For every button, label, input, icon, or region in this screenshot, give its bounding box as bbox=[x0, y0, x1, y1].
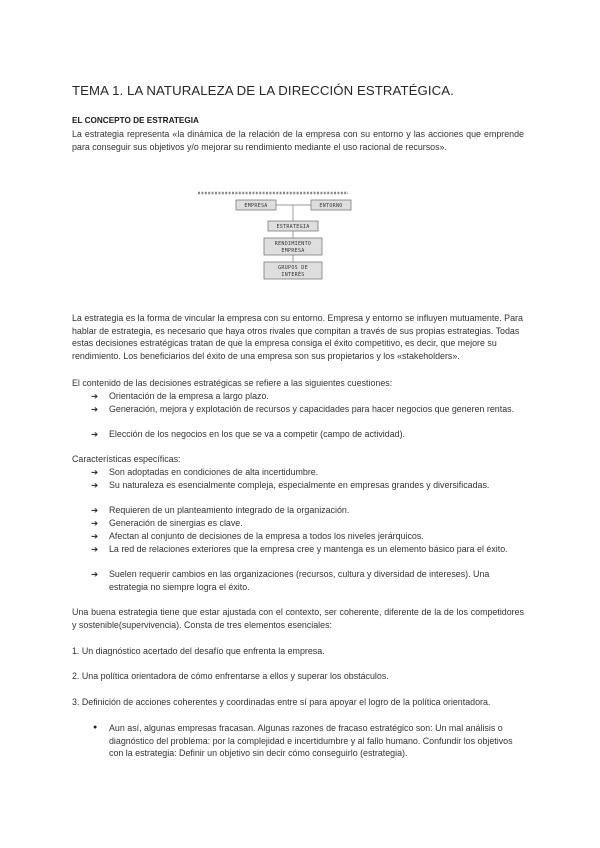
arrow-icon: ➔ bbox=[91, 569, 99, 579]
strategy-diagram bbox=[198, 188, 380, 284]
arrow-icon: ➔ bbox=[91, 518, 99, 528]
diagram-label-grupos-1: GRUPOS DE bbox=[278, 265, 308, 271]
list-item-text: Afectan al conjunto de decisiones de la empresa a todos los niveles jerárquicos. bbox=[109, 531, 424, 541]
intro-paragraph: La estrategia representa «la dinámica de la relación de la empresa con su entorno y las acciones que emprende para conseguir sus objetivos y/o mejorar su rendimiento mediante el uso racional de recursos». bbox=[72, 129, 524, 152]
arrow-icon: ➔ bbox=[91, 531, 99, 541]
section-heading: EL CONCEPTO DE ESTRATEGIA bbox=[72, 116, 199, 125]
element-3: 3. Definición de acciones coherentes y coordinadas entre sí para apoyar el logro de la política orientadora. bbox=[72, 697, 491, 707]
diagram-label-entorno: ENTORNO bbox=[319, 203, 343, 209]
diagram-label-rendimiento-1: RENDIMIENTO bbox=[274, 241, 312, 247]
paragraph-3: Una buena estrategia tiene que estar ajustada con el contexto, ser coherente, diferente de la de los competidores y sostenible(supervivencia). Consta de tres elementos esenciales: bbox=[72, 607, 524, 630]
arrow-icon: ➔ bbox=[91, 544, 99, 554]
characteristics-heading: Características específicas: bbox=[72, 454, 181, 464]
element-2: 2. Una política orientadora de cómo enfrentarse a ellos y superar los obstáculos. bbox=[72, 671, 389, 681]
diagram-label-estrategia: ESTRATEGIA bbox=[276, 224, 310, 230]
arrow-icon: ➔ bbox=[91, 480, 99, 490]
list-item-text: Orientación de la empresa a largo plazo. bbox=[109, 391, 269, 401]
list-item-text: La red de relaciones exteriores que la empresa cree y mantenga es un elemento básico para el éxito. bbox=[109, 544, 508, 554]
element-1: 1. Un diagnóstico acertado del desafío que enfrenta la empresa. bbox=[72, 646, 325, 656]
diagram-label-grupos-2: INTERÉS bbox=[281, 272, 305, 278]
diagram-label-rendimiento-2: EMPRESA bbox=[281, 248, 305, 254]
arrow-icon: ➔ bbox=[91, 505, 99, 515]
bullet-icon: ● bbox=[93, 724, 98, 731]
arrow-icon: ➔ bbox=[91, 391, 99, 401]
arrow-icon: ➔ bbox=[91, 404, 99, 414]
paragraph-2: La estrategia es la forma de vincular la empresa con su entorno. Empresa y entorno se influyen mutuamente. Para hablar de estrategia, es necesario que haya otros rivales que compitan a través de sus propias estrategias. Todas estas decisiones estratégicas tratan de que la empresa consiga el éxito competitivo, es decir, que mejore su rendimiento. Los beneficiarios del éxito de una empresa son sus propietarios y los «stakeholders». bbox=[72, 313, 523, 361]
list-item-text: Generación de sinergias es clave. bbox=[109, 518, 243, 528]
content-intro: El contenido de las decisiones estratégicas se refiere a las siguientes cuestiones: bbox=[72, 378, 393, 388]
list-item-text: Generación, mejora y explotación de recursos y capacidades para hacer negocios que generen rentas. bbox=[109, 404, 515, 414]
arrow-icon: ➔ bbox=[91, 429, 99, 439]
list-item-text: Aun así, algunas empresas fracasan. Algunas razones de fracaso estratégico son: Un mal análisis o diagnóstico del problema: por la complejidad e incertidumbre y al fallo humano. Confundir los objetivos con la estrategia: Definir un objetivo sin decir cómo conseguirlo (estrategia). bbox=[109, 723, 513, 759]
list-item-text: Elección de los negocios en los que se va a competir (campo de actividad). bbox=[109, 429, 405, 439]
page-title: TEMA 1. LA NATURALEZA DE LA DIRECCIÓN ESTRATÉGICA. bbox=[72, 83, 454, 98]
list-item-text: Su naturaleza es esencialmente compleja, especialmente en empresas grandes y diversificadas. bbox=[109, 480, 490, 490]
arrow-icon: ➔ bbox=[91, 467, 99, 477]
list-item-text: Requieren de un planteamiento integrado de la organización. bbox=[109, 505, 350, 515]
list-item-text: Suelen requerir cambios en las organizaciones (recursos, cultura y diversidad de intereses). Una estrategia no siempre logra el éxito. bbox=[109, 569, 490, 592]
diagram-label-empresa: EMPRESA bbox=[244, 203, 268, 209]
list-item-text: Son adoptadas en condiciones de alta incertidumbre. bbox=[109, 467, 319, 477]
